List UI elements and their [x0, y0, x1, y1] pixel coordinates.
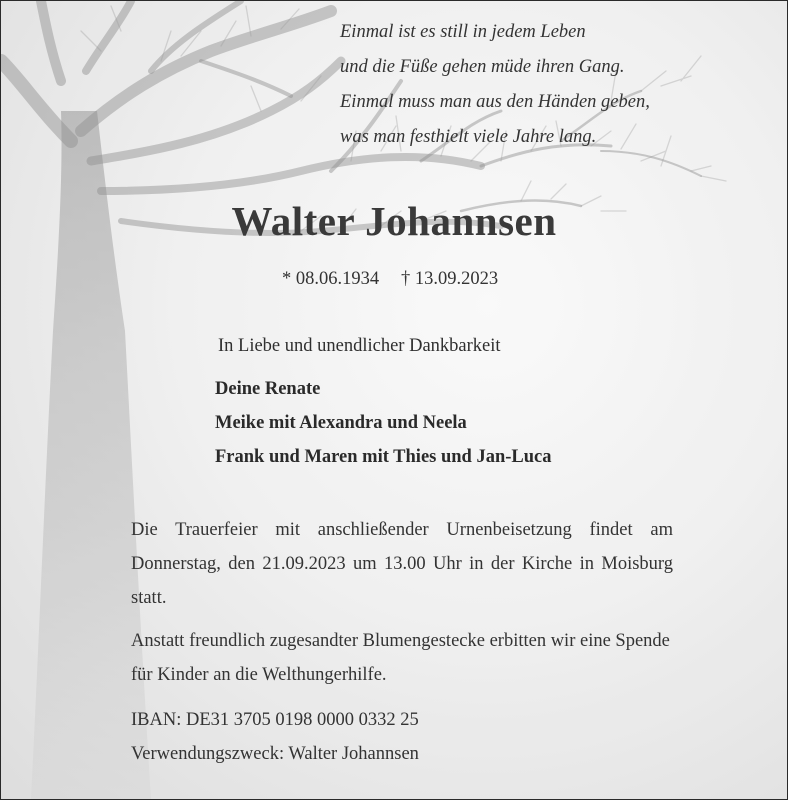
donation-notice: Anstatt freundlich zugesandter Blumengestecke erbitten wir eine Spende für Kinder an die Welthungerhilfe. — [131, 631, 670, 685]
funeral-notice: Die Trauerfeier mit anschließender Urnenbeisetzung findet am Donnerstag, den 21.09.2023 um 13.00 Uhr in der Kirche in Moisburg statt. — [131, 520, 673, 608]
death-date: † 13.09.2023 — [401, 269, 499, 289]
iban: IBAN: DE31 3705 0198 0000 0332 25 — [131, 710, 419, 730]
bank-details — [131, 703, 673, 771]
mourners-list — [215, 372, 552, 474]
closing-line: In Liebe und unendlicher Dankbarkeit — [218, 336, 501, 356]
purpose: Verwendungszweck: Walter Johannsen — [131, 744, 419, 764]
deceased-name: Walter Johannsen — [231, 198, 557, 244]
mourner-name: Frank und Maren mit Thies und Jan-Luca — [215, 447, 552, 467]
poem-line: was man festhielt viele Jahre lang. — [340, 127, 597, 147]
mourner-name: Deine Renate — [215, 379, 321, 399]
mourner-name: Meike mit Alexandra und Neela — [215, 413, 467, 433]
poem-line: und die Füße gehen müde ihren Gang. — [340, 57, 625, 77]
poem-line: Einmal muss man aus den Händen geben, — [340, 92, 650, 112]
birth-date: * 08.06.1934 — [282, 269, 380, 289]
poem-line: Einmal ist es still in jedem Leben — [340, 22, 586, 42]
poem — [340, 15, 650, 155]
